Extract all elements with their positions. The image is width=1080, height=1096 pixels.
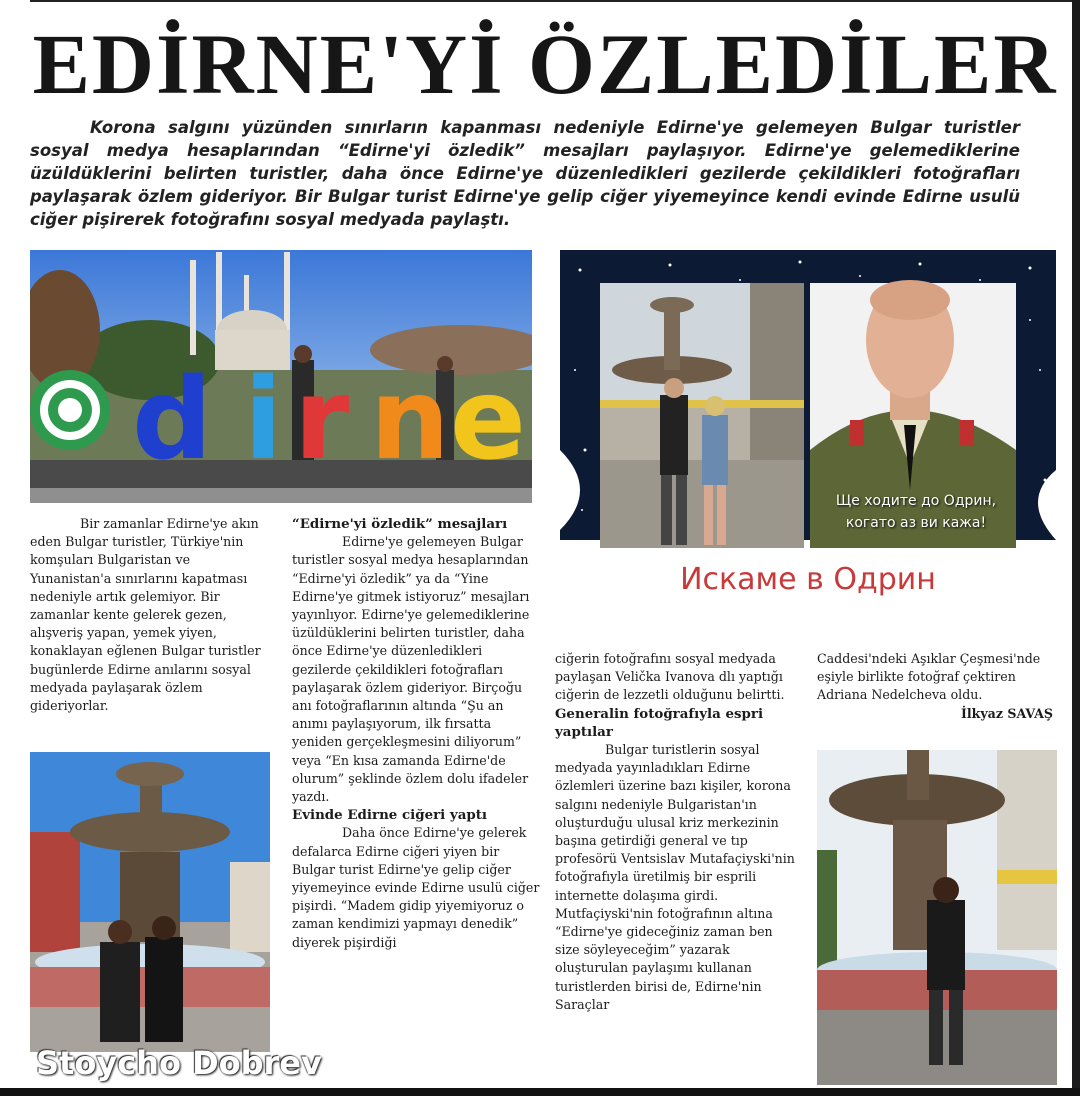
col1-paragraph: Bir zamanlar Edirne'ye akın eden Bulgar turistler, Türkiye'nin komşuları Bulgaristan ve Yunanistan'a sınırlarını kapatması nedeniyle artık gelemiyor. Bir zamanlar kente gelerek gezen, alışveriş yapan, yemek yiyen, konaklayan eğlenen Bulgar turistler bugünlerde Edirne anılarını sosyal medyada paylaşarak özlem gideriyorlar. xyxy=(30,516,261,714)
subheading-generalin-fotografiyla: Generalin fotoğrafıyla espri yaptılar xyxy=(555,705,764,740)
col3-paragraph-1: Bulgar turistlerin sosyal medyada yayınladıkları Edirne özlemleri üzerine bazı kişiler, korona salgını nedeniyle Bulgaristan'ın oluşturduğu ulusal kriz merkezinin başına getirdiği general ve tıp profesörü Ventsislav Mutafaçiyski'nin fotoğrafıyla üretilmiş bir esprili internette dolaşıma girdi. Mutfaçiyski'nin fotoğrafının altına “Edirne'ye gideceğiniz zaman ben size söyleyeceğim” yazarak oluşturulan paylaşımı kullanan turistlerden birisi de, Edirne'nin Saraçlar xyxy=(555,742,795,1012)
letter-e: e xyxy=(450,355,526,485)
fountain-photo-right xyxy=(817,750,1057,1085)
fountain-photo-left xyxy=(30,752,270,1052)
column-1 xyxy=(30,515,270,715)
edirne-sign-photo xyxy=(30,250,532,503)
col2-paragraph-1: Edirne'ye gelemeyen Bulgar turistler sosyal medya hesaplarından “Edirne'yi özledik” ya da “Yine Edirne'ye gitmek istiyoruz” mesajları yayınlıyor. Edirne'ye gelemediklerine üzüldüklerini belirten turistler, daha önce Edirne'ye düzenledikleri gezilerde çekildikleri fotoğrafları paylaşarak özlem gideriyor. Birçoğu anı fotoğraflarının altında “Şu an anımı paylaşıyorum, ilk fırsatta yeniden gerçekleşmesini diliyorum” veya “En kısa zamanda Edirne'de olurum” şeklinde özlem dolu ifadeler yazdı. xyxy=(292,534,530,805)
letter-d: d xyxy=(132,355,213,485)
subheading-edirne-cigeri: Evinde Edirne ciğeri yaptı xyxy=(292,807,488,824)
author-signature: İlkyaz SAVAŞ xyxy=(960,705,1053,721)
col2-paragraph-2: Daha önce Edirne'ye gelerek defalarca Edirne ciğeri yiyen bir Bulgar turist Edirne'ye gelip ciğer yiyemeyince evinde Edirne usulü ciğer pişirdi. “Madem gidip yiyemiyoruz o zaman kendimizi yapmayı denedik” diyerek pişirdiği xyxy=(292,825,540,950)
watermark: Stoycho Dobrev xyxy=(36,1044,322,1082)
lead-paragraph: Korona salgını yüzünden sınırların kapanması nedeniyle Edirne'ye gelemeyen Bulgar turistler sosyal medya hesaplarından “Edirne'yi özledik” mesajları paylaşıyor. Edirne'ye gelemediklerine üzüldüklerini belirten turistler, daha önce Edirne'ye düzenledikleri gezilerde çekildikleri fotoğrafları paylaşarak özlem gideriyor. Bir Bulgar turist Edirne'ye gelip ciğer yiyemeyince kendi evinde Edirne usulü ciğer pişirerek fotoğrafını sosyal medyada paylaştı. xyxy=(30,118,1020,229)
column-3 xyxy=(555,650,800,1014)
top-rule xyxy=(30,0,1080,2)
letter-i: i xyxy=(244,355,283,485)
letter-r: r xyxy=(294,355,350,485)
col3-paragraph-0: ciğerin fotoğrafını sosyal medyada paylaşan Velička Ivanova dlı yaptığı ciğerin de lezzetli olduğunu belirtti. xyxy=(555,651,785,703)
letter-n: n xyxy=(370,355,450,485)
subheading-edirneyi-ozledik: “Edirne'yi özledik” mesajları xyxy=(292,516,508,532)
column-4 xyxy=(817,650,1053,723)
meme-caption: Искаме в Одрин xyxy=(680,562,936,597)
meme-overlay-text: Ще ходите до Одрин, когато аз ви кажа! xyxy=(835,493,997,531)
bottom-bar xyxy=(0,1088,1080,1096)
headline: EDİRNE'Yİ ÖZLEDİLER xyxy=(32,16,1058,112)
column-2 xyxy=(292,515,540,952)
page-edge xyxy=(1072,0,1080,1096)
meme-photo xyxy=(560,250,1056,626)
col4-paragraph: Caddesi'ndeki Aşıklar Çeşmesi'nde eşiyle birlikte fotoğraf çektiren Adriana Nedelcheva oldu. xyxy=(817,651,1041,703)
